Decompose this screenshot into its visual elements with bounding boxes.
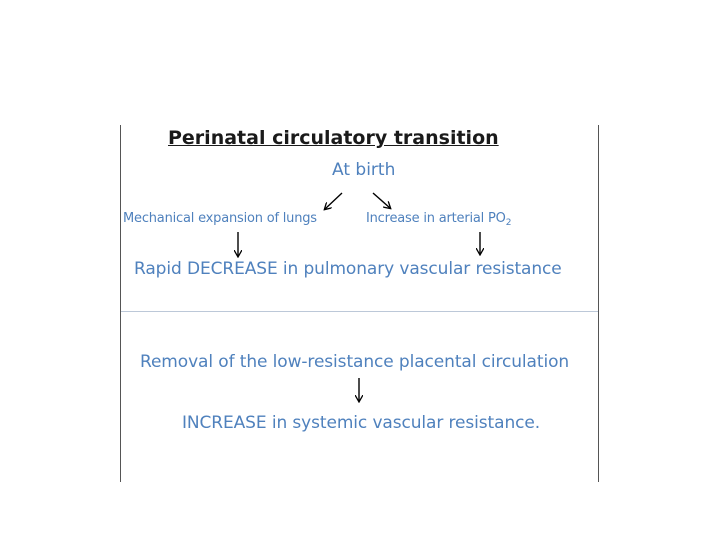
po2-subscript: 2 — [505, 218, 512, 228]
diagram-title: Perinatal circulatory transition — [168, 127, 499, 149]
removal-label: Removal of the low-resistance placental circulation — [140, 352, 570, 372]
arterial-po2-text: Increase in arterial PO — [366, 211, 506, 226]
at-birth-label: At birth — [332, 160, 396, 180]
mechanical-expansion-label: Mechanical expansion of lungs — [123, 211, 317, 226]
increase-systemic-label: INCREASE in systemic vascular resistance. — [182, 413, 541, 433]
rapid-decrease-label: Rapid DECREASE in pulmonary vascular resistance — [134, 259, 562, 279]
arrow-to-mechanical-icon — [325, 193, 342, 209]
arrow-to-po2-icon — [373, 193, 390, 208]
